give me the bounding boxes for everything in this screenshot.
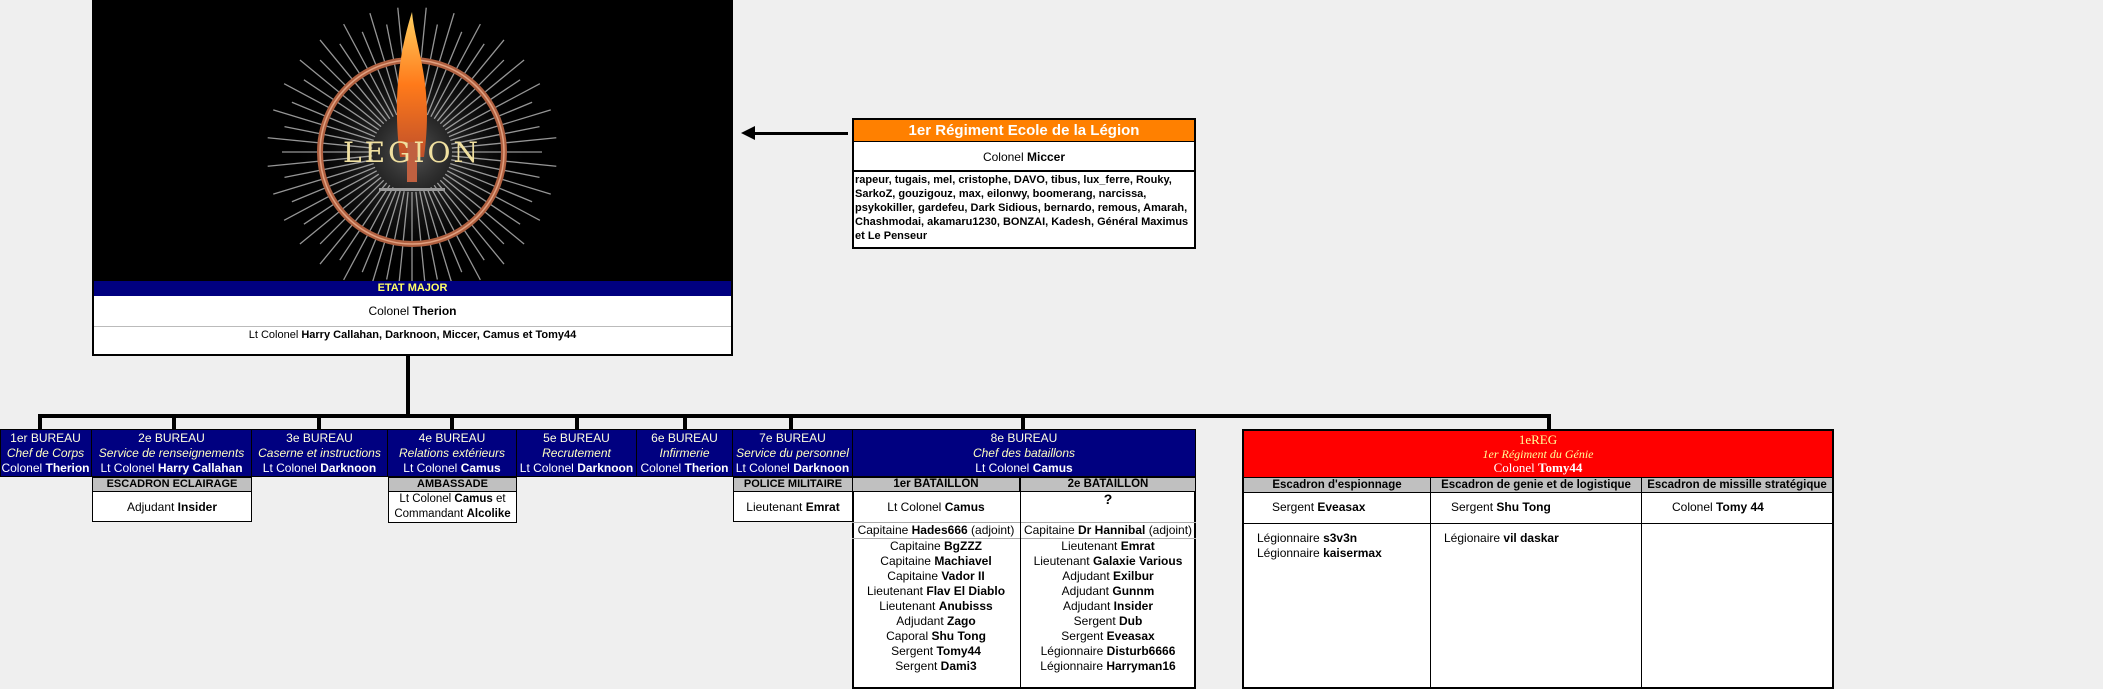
list-item [1020,569,1196,584]
name: Eveasax [1106,629,1155,643]
name: Emrat [1120,539,1155,553]
rank: Lt Colonel [735,461,790,475]
name: Therion [45,461,90,475]
rank: Colonel [1,461,43,475]
list-item [1020,539,1196,554]
battalion-leader [1020,492,1196,523]
bureau-subtitle: Infirmerie [659,446,710,460]
connector-drop [38,414,42,430]
name: Camus [460,461,501,475]
rank: Lt Colonel [887,500,942,514]
connector-drop [317,414,321,430]
name: Camus [944,500,985,514]
name: Dr Hannibal [1078,523,1146,537]
rank: Colonel [1672,500,1713,514]
rank: Sergent [1272,500,1315,514]
rank: Colonel [368,304,410,318]
note: (adjoint) [1148,523,1193,537]
name: Darknoon [320,461,377,475]
connector-drop [1547,414,1551,430]
bureau-subtitle: Caserne et instructions [258,446,381,460]
name: Tomy44 [1538,460,1583,475]
name: Camus [454,493,493,505]
squadron-leader [1641,493,1832,524]
etat-major-colonel [94,296,731,327]
bureau-title: 3e BUREAU [286,431,353,445]
rank: Colonel [640,461,682,475]
list-item [852,629,1020,644]
name: Tomy 44 [1716,500,1764,514]
connector-horizontal [40,414,1551,418]
list-item [852,539,1020,554]
list-item [1020,614,1196,629]
note: (adjoint) [971,523,1015,537]
list-item [852,523,1020,539]
list-item [852,569,1020,584]
bureau-5[interactable] [517,429,637,477]
name: Anubisss [938,599,993,613]
squadron-title: Escadron de missille stratégique [1641,477,1832,493]
rank: Lt Colonel [399,493,452,505]
bureau-subtitle: Chef de Corps [6,446,85,460]
rank: Colonel [982,150,1024,164]
bureau-commander [0,461,91,476]
rank: Sergent [1061,629,1104,643]
rank: Lieutenant [1033,554,1090,568]
name: Harry Callahan [157,461,243,475]
name: kaisermax [1323,546,1382,560]
name: Dami3 [940,659,977,673]
rank: Caporal [886,629,929,643]
rank: Adjudant [1062,569,1110,583]
ambassade-body [388,491,517,523]
bureau-2[interactable] [92,429,252,477]
etat-major-box [92,0,733,356]
bureau-8[interactable] [853,429,1196,477]
squadron-members [1430,524,1641,689]
etat-major-title: ETAT MAJOR [94,281,731,296]
bureau-commander [388,461,516,476]
name: Darknoon [793,461,850,475]
rank: Colonel [1493,460,1535,475]
rank: Lt Colonel [100,461,155,475]
list-item [1444,531,1641,546]
rank: Lt Colonel [248,329,299,341]
bureau-commander [92,461,251,476]
etat-major-lt-colonels [94,327,731,354]
rank: Lt Colonel [519,461,574,475]
name: ? [1103,491,1113,507]
name: Insider [177,500,218,514]
name: BgZZZ [944,539,983,553]
rank: Adjudant [1062,599,1111,613]
bureau-title: 8e BUREAU [990,431,1058,445]
squadron-title: Escadron d'espionnage [1244,477,1430,493]
list-item [852,644,1020,659]
bureau-title: 2e BUREAU [138,431,205,445]
joiner: et [495,493,506,505]
rank: Lieutenant [1061,539,1118,553]
bureau-commander [853,461,1195,476]
squadron-leader [1244,493,1430,524]
list-item [1020,584,1196,599]
name: Therion [684,461,729,475]
reg-header [1244,431,1832,477]
list-item [852,599,1020,614]
list-item [852,584,1020,599]
squadron-leader [1430,493,1641,524]
connector-drop [450,414,454,430]
name: Machiavel [934,554,992,568]
rank: Légionnaire [1257,546,1320,560]
rank: Capitaine [889,539,941,553]
rank: Sergent [891,644,934,658]
school-colonel [854,142,1194,172]
school-title: 1er Régiment Ecole de la Légion [854,120,1194,142]
rank: Capitaine [857,523,909,537]
rank: Capitaine [887,569,938,583]
list-item [852,554,1020,569]
rank: Commandant [394,508,464,520]
name: vil daskar [1503,531,1559,545]
rank: Légionaire [1444,531,1501,545]
name: Therion [412,304,457,318]
school-members: rapeur, tugais, mel, cristophe, DAVO, tibus, lux_ferre, Rouky, SarkoZ, gouzigouz, max, eilonwy, boomerang, narcissa, psykokiller, gardefeu, Dark Sidious, bernardo, remous, Amarah, Chashmodai, akamaru1230, BONZAI, Kadesh, Général Maximus et Le Penseur [855,174,1189,242]
bureau-title: 7e BUREAU [759,431,826,445]
name: Shu Tong [931,629,986,643]
connector-main [406,355,410,417]
rank: Capitaine [1023,523,1075,537]
battalion-title: 1er BATAILLON [852,477,1020,492]
name: Eveasax [1317,500,1366,514]
list-item [1257,546,1430,561]
rank: Légionnaire [1040,644,1104,658]
connector-drop [172,414,176,430]
name: Camus [1032,461,1073,475]
list-item [1020,659,1196,674]
bureau-1[interactable] [0,429,92,477]
bureau-subtitle: Service du personnel [736,446,849,460]
arrow-head-icon [741,126,755,140]
rank: Lieutenant [879,599,936,613]
rank: Lieutenant [866,584,924,598]
squadron-members [1641,524,1832,689]
police-title: POLICE MILITAIRE [733,477,853,492]
name: Harryman16 [1106,659,1176,673]
list-item [852,659,1020,674]
name: Disturb6666 [1106,644,1176,658]
connector-drop [1021,414,1025,430]
eclairage-title: ESCADRON ECLAIRAGE [92,477,252,492]
connector-drop [683,414,687,430]
name: Gunnm [1112,584,1155,598]
rank: Sergent [1451,500,1494,514]
bureau-7[interactable] [733,429,853,477]
battalion-leader [852,492,1020,523]
name: Emrat [805,500,840,514]
bureau-title: 5e BUREAU [543,431,610,445]
bureau-commander [733,461,852,476]
bureau-6[interactable] [637,429,733,477]
rank: Adjudant [1061,584,1110,598]
rank: Légionnaire [1257,531,1320,545]
name: Darknoon [577,461,634,475]
name: Miccer [1027,150,1066,164]
arrow-line [752,132,848,135]
list-item [852,614,1020,629]
rank: Légionnaire [1040,659,1103,673]
list-item [1257,531,1430,546]
battalion-members [1020,523,1196,674]
bureau-subtitle: Relations extérieurs [398,446,506,460]
bureau-title: 1er BUREAU [10,431,81,445]
list-item [1020,599,1196,614]
name: s3v3n [1323,531,1358,545]
name: Vador II [941,569,985,583]
reg-title: 1eREG [1518,432,1558,447]
bureau-subtitle: Service de renseignements [98,446,245,460]
rank: Lt Colonel [975,461,1030,475]
name: Tomy44 [936,644,981,658]
reg-commander [1244,461,1832,475]
bureau-commander [637,461,732,476]
rank: Adjudant [126,500,175,514]
rank: Lieutenant [746,500,803,514]
rank: Sergent [895,659,938,673]
squadron-members [1244,524,1430,689]
name: Dub [1119,614,1143,628]
rank: Capitaine [880,554,931,568]
name: Insider [1113,599,1154,613]
bureau-4[interactable] [388,429,517,477]
bureau-3[interactable] [252,429,388,477]
school-box [852,118,1196,249]
eclairage-body [92,491,252,522]
squadron-title: Escadron de genie et de logistique [1430,477,1641,493]
name: Exilbur [1113,569,1154,583]
name: Shu Tong [1496,500,1551,514]
name: Alcolike [466,508,511,520]
battalion-divider [1020,477,1021,687]
name: Zago [947,614,976,628]
list-item [1020,629,1196,644]
bureau-title: 4e BUREAU [418,431,486,445]
reg-box [1242,429,1834,689]
names: Harry Callahan, Darknoon, Miccer, Camus et Tomy44 [301,329,577,341]
list-item [1020,523,1196,539]
police-body [733,491,853,522]
svg-text:LEGION: LEGION [343,136,481,169]
connector-drop [789,414,793,430]
rank: Adjudant [896,614,944,628]
bureau-subtitle: Recrutement [542,446,611,460]
bureau-commander [517,461,636,476]
rank: Lt Colonel [403,461,458,475]
name: Flav El Diablo [926,584,1006,598]
legion-logo-image [94,2,731,281]
list-item [1020,644,1196,659]
battalion-title: 2e BATAILLON [1020,477,1196,492]
bureau-title: 6e BUREAU [651,431,718,445]
ambassade-title: AMBASSADE [388,477,517,492]
rank: Sergent [1073,614,1116,628]
list-item [1020,554,1196,569]
name: Galaxie Various [1093,554,1183,568]
bureau-subtitle: Chef des bataillons [972,446,1076,460]
reg-subtitle: 1er Régiment du Génie [1482,447,1594,461]
battalion-members [852,523,1020,674]
bureau-commander [252,461,387,476]
connector-drop [575,414,579,430]
name: Hades666 [911,523,968,537]
rank: Lt Colonel [262,461,317,475]
legion-logo [94,2,731,281]
